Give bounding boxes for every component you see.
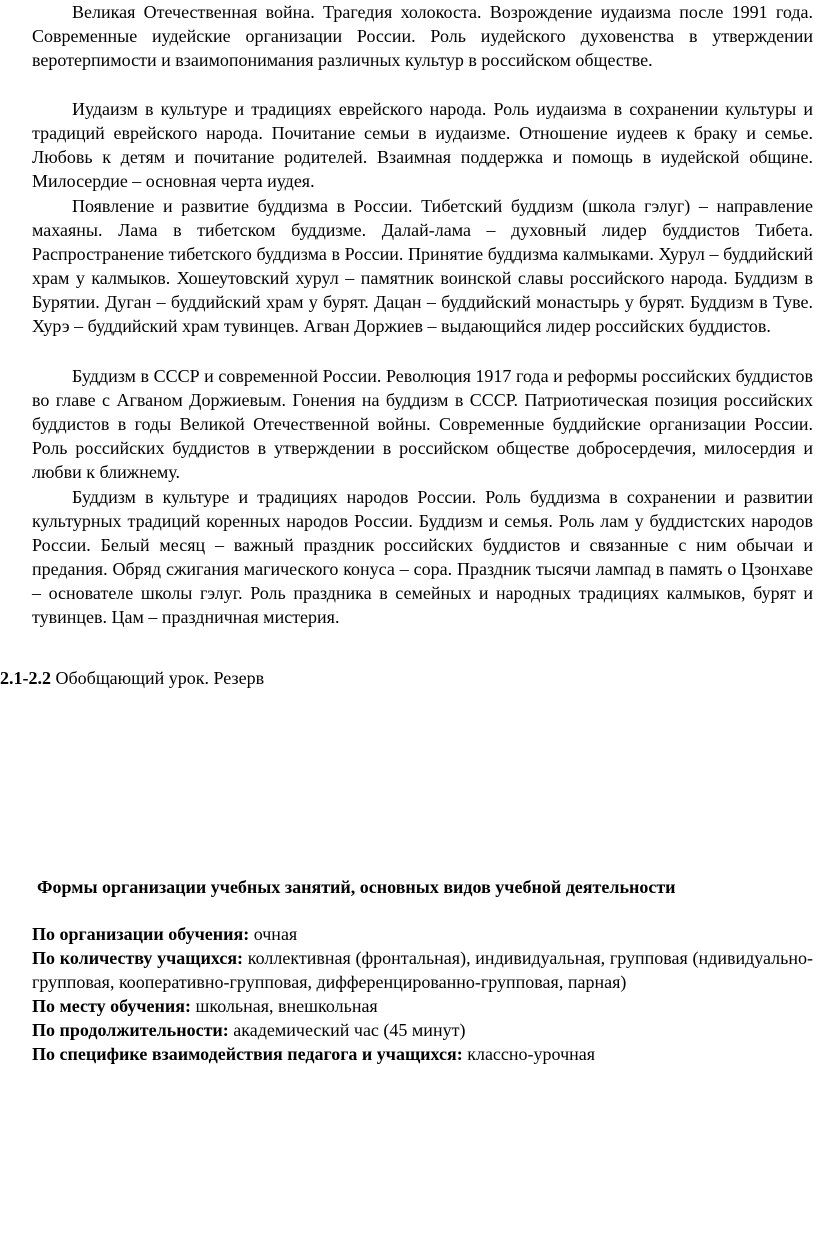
forms-row-value: академический час (45 минут) [228,1020,466,1040]
forms-row-label: По специфике взаимодействия педагога и учащихся: [32,1044,463,1064]
paragraph-judaism-revival: Великая Отечественная война. Трагедия холокоста. Возрождение иудаизма после 1991 года. Современные иудейские организации России. Роль иудейского духовенства в утверждении веротерпимости и взаимопонимания различных культур в российском обществе. [32,2,813,70]
forms-row-label: По количеству учащихся: [32,948,244,968]
section-number: 2.1-2.2 [0,668,51,688]
forms-row-value: классно-урочная [462,1044,596,1064]
forms-row-value: очная [249,924,298,944]
paragraph-buddhism-ussr: Буддизм в СССР и современной России. Революция 1917 года и реформы российских буддистов во главе с Агваном Доржиевым. Гонения на буддизм в СССР. Патриотическая позиция российских буддистов в годы Великой Отечественной войны. Современные буддийские организации России. Роль российских буддистов в утверждении в российском обществе добросердечия, милосердия и любви к ближнему. [32,366,813,482]
paragraph-judaism-culture: Иудаизм в культуре и традициях еврейского народа. Роль иудаизма в сохранении культуры и традиций еврейского народа. Почитание семьи в иудаизме. Отношение иудеев к браку и семье. Любовь к детям и почитание родителей. Взаимная поддержка и помощь в иудейской общине. Милосердие – основная черта иудея. [32,99,813,191]
paragraph-buddhism-culture: Буддизм в культуре и традициях народов России. Роль буддизма в сохранении и развитии культурных традиций коренных народов России. Буддизм и семья. Роль лам у буддистских народов России. Белый месяц – важный праздник российских буддистов и связанные с ним обычаи и предания. Обряд сжигания магического конуса – сора. Праздник тысячи лампад в память о Цзонхаве – основателе школы гэлуг. Роль праздника в семейных и народных традициях калмыков, бурят и тувинцев. Цам – праздничная мистерия. [32,487,813,627]
section-heading [0,666,264,690]
forms-row-label: По организации обучения: [32,924,250,944]
forms-row-place [32,994,813,1018]
forms-row-duration [32,1018,813,1042]
forms-heading: Формы организации учебных занятий, основных видов учебной деятельности [37,877,676,897]
paragraph-buddhism-russia: Появление и развитие буддизма в России. Тибетский буддизм (школа гэлуг) – направление махаяны. Лама в тибетском буддизме. Далай-лама – духовный лидер буддистов Тибета. Распространение тибетского буддизма в России. Принятие буддизма калмыками. Хурул – буддийский храм у калмыков. Хошеутовский хурул – памятник воинской славы российского народа. Буддизм в Бурятии. Дуган – буддийский храм у бурят. Дацан – буддийский монастырь у бурят. Буддизм в Туве. Хурэ – буддийский храм тувинцев. Агван Доржиев – выдающийся лидер российских буддистов. [32,196,813,336]
forms-row-label: По продолжительности: [32,1020,229,1040]
forms-row-value: школьная, внешкольная [191,996,378,1016]
section-title: Обобщающий урок. Резерв [51,668,265,688]
forms-row-value: коллективная (фронтальная), индивидуальная, групповая (ндивидуально-групповая, кооперативно-групповая, дифференцированно-групповая, парная) [32,948,813,992]
forms-row-label: По месту обучения: [32,996,191,1016]
forms-list [32,922,813,1066]
forms-row-organization [32,922,813,946]
forms-row-interaction [32,1042,813,1066]
forms-row-count [32,946,813,994]
